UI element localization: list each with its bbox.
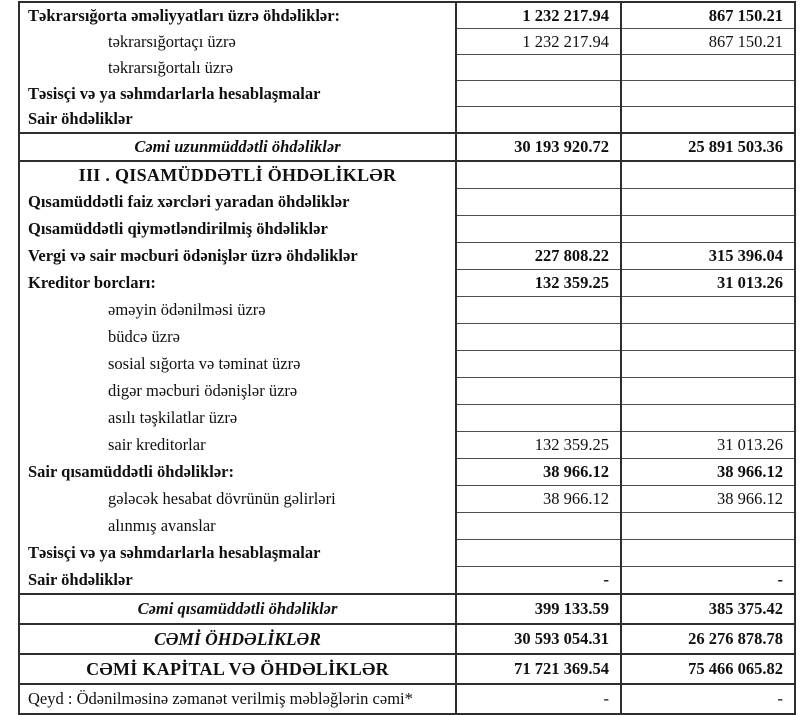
row-value-previous: - [621, 684, 795, 714]
row-indicator-label: digər məcburi ödənişlər üzrə [19, 378, 456, 405]
row-indicator-label: Təsisçi və ya səhmdarlarla hesablaşmalar [19, 540, 456, 567]
row-value-current: - [456, 567, 621, 595]
balance-sheet-table [18, 1, 796, 715]
row-indicator-label: sair kreditorlar [19, 432, 456, 459]
table-row [19, 624, 795, 654]
row-value-current: 30 193 920.72 [456, 133, 621, 161]
table-row [19, 29, 795, 55]
row-indicator-label: Təsisçi və ya səhmdarlarla hesablaşmalar [19, 81, 456, 107]
row-indicator-label: alınmış avanslar [19, 513, 456, 540]
row-value-previous: 867 150.21 [621, 29, 795, 55]
row-value-previous [621, 351, 795, 378]
row-value-previous: 31 013.26 [621, 270, 795, 297]
row-value-current: 71 721 369.54 [456, 654, 621, 684]
row-indicator-label: Sair öhdəliklər [19, 567, 456, 595]
row-indicator-label: Sair qısamüddətli öhdəliklər: [19, 459, 456, 486]
table-row [19, 297, 795, 324]
table-row [19, 405, 795, 432]
row-value-previous [621, 189, 795, 216]
table-row [19, 161, 795, 189]
row-indicator-label: Sair öhdəliklər [19, 107, 456, 134]
table-row [19, 540, 795, 567]
row-value-current [456, 107, 621, 134]
row-value-previous [621, 81, 795, 107]
row-value-previous [621, 324, 795, 351]
row-indicator-label: Cəmi uzunmüddətli öhdəliklər [19, 133, 456, 161]
row-value-previous: 38 966.12 [621, 486, 795, 513]
row-value-current: 38 966.12 [456, 486, 621, 513]
row-value-current: 227 808.22 [456, 243, 621, 270]
row-value-previous [621, 540, 795, 567]
row-indicator-label: CƏMİ ÖHDƏLİKLƏR [19, 624, 456, 654]
document-page [0, 1, 800, 708]
row-value-previous [621, 405, 795, 432]
table-row [19, 324, 795, 351]
row-indicator-label: Cəmi qısamüddətli öhdəliklər [19, 594, 456, 624]
table-row [19, 513, 795, 540]
row-value-previous [621, 216, 795, 243]
table-row [19, 2, 795, 29]
row-value-current [456, 540, 621, 567]
table-row [19, 107, 795, 134]
row-indicator-label: Qısamüddətli faiz xərcləri yaradan öhdəliklər [19, 189, 456, 216]
table-row [19, 216, 795, 243]
row-value-current: - [456, 684, 621, 714]
table-row [19, 378, 795, 405]
row-value-current: 38 966.12 [456, 459, 621, 486]
row-value-previous [621, 107, 795, 134]
row-value-previous: 315 396.04 [621, 243, 795, 270]
table-row [19, 189, 795, 216]
row-value-previous: 31 013.26 [621, 432, 795, 459]
row-indicator-label: Qeyd : Ödənilməsinə zəmanət verilmiş məbləğlərin cəmi* [19, 684, 456, 714]
row-value-current [456, 513, 621, 540]
table-row [19, 459, 795, 486]
row-indicator-label: gələcək hesabat dövrünün gəlirləri [19, 486, 456, 513]
balance-sheet-rows [19, 2, 795, 714]
row-indicator-label: CƏMİ KAPİTAL VƏ ÖHDƏLİKLƏR [19, 654, 456, 684]
row-value-current: 1 232 217.94 [456, 2, 621, 29]
row-indicator-label: Kreditor borcları: [19, 270, 456, 297]
row-indicator-label: sosial sığorta və təminat üzrə [19, 351, 456, 378]
table-row [19, 55, 795, 81]
row-indicator-label: Təkrarsığorta əməliyyatları üzrə öhdəliklər: [19, 2, 456, 29]
row-indicator-label: büdcə üzrə [19, 324, 456, 351]
table-row [19, 351, 795, 378]
table-row [19, 133, 795, 161]
row-value-current: 132 359.25 [456, 432, 621, 459]
table-row [19, 486, 795, 513]
table-row [19, 81, 795, 107]
row-indicator-label: III . QISAMÜDDƏTLİ ÖHDƏLİKLƏR [19, 161, 456, 189]
row-value-current [456, 405, 621, 432]
row-value-current: 1 232 217.94 [456, 29, 621, 55]
row-value-current [456, 55, 621, 81]
row-value-current [456, 351, 621, 378]
table-row [19, 243, 795, 270]
row-value-current [456, 297, 621, 324]
row-indicator-label: Qısamüddətli qiymətləndirilmiş öhdəliklər [19, 216, 456, 243]
row-value-previous: 26 276 878.78 [621, 624, 795, 654]
table-row [19, 567, 795, 595]
row-indicator-label: təkrarsığortalı üzrə [19, 55, 456, 81]
row-value-previous: 75 466 065.82 [621, 654, 795, 684]
table-row [19, 270, 795, 297]
row-indicator-label: asılı təşkilatlar üzrə [19, 405, 456, 432]
row-value-current [456, 324, 621, 351]
row-value-previous [621, 513, 795, 540]
row-value-previous [621, 161, 795, 189]
row-value-current [456, 161, 621, 189]
row-value-previous: 385 375.42 [621, 594, 795, 624]
table-row [19, 684, 795, 714]
row-value-previous [621, 378, 795, 405]
table-row [19, 654, 795, 684]
row-value-current [456, 189, 621, 216]
row-value-previous: 867 150.21 [621, 2, 795, 29]
row-value-previous [621, 55, 795, 81]
row-value-current [456, 81, 621, 107]
row-value-previous: - [621, 567, 795, 595]
row-indicator-label: təkrarsığortaçı üzrə [19, 29, 456, 55]
row-value-previous: 25 891 503.36 [621, 133, 795, 161]
row-value-current: 132 359.25 [456, 270, 621, 297]
row-value-current: 30 593 054.31 [456, 624, 621, 654]
table-row [19, 594, 795, 624]
row-value-previous [621, 297, 795, 324]
row-value-current [456, 378, 621, 405]
row-value-current [456, 216, 621, 243]
row-indicator-label: Vergi və sair məcburi ödənişlər üzrə öhdəliklər [19, 243, 456, 270]
row-value-current: 399 133.59 [456, 594, 621, 624]
row-value-previous: 38 966.12 [621, 459, 795, 486]
table-row [19, 432, 795, 459]
row-indicator-label: əməyin ödənilməsi üzrə [19, 297, 456, 324]
